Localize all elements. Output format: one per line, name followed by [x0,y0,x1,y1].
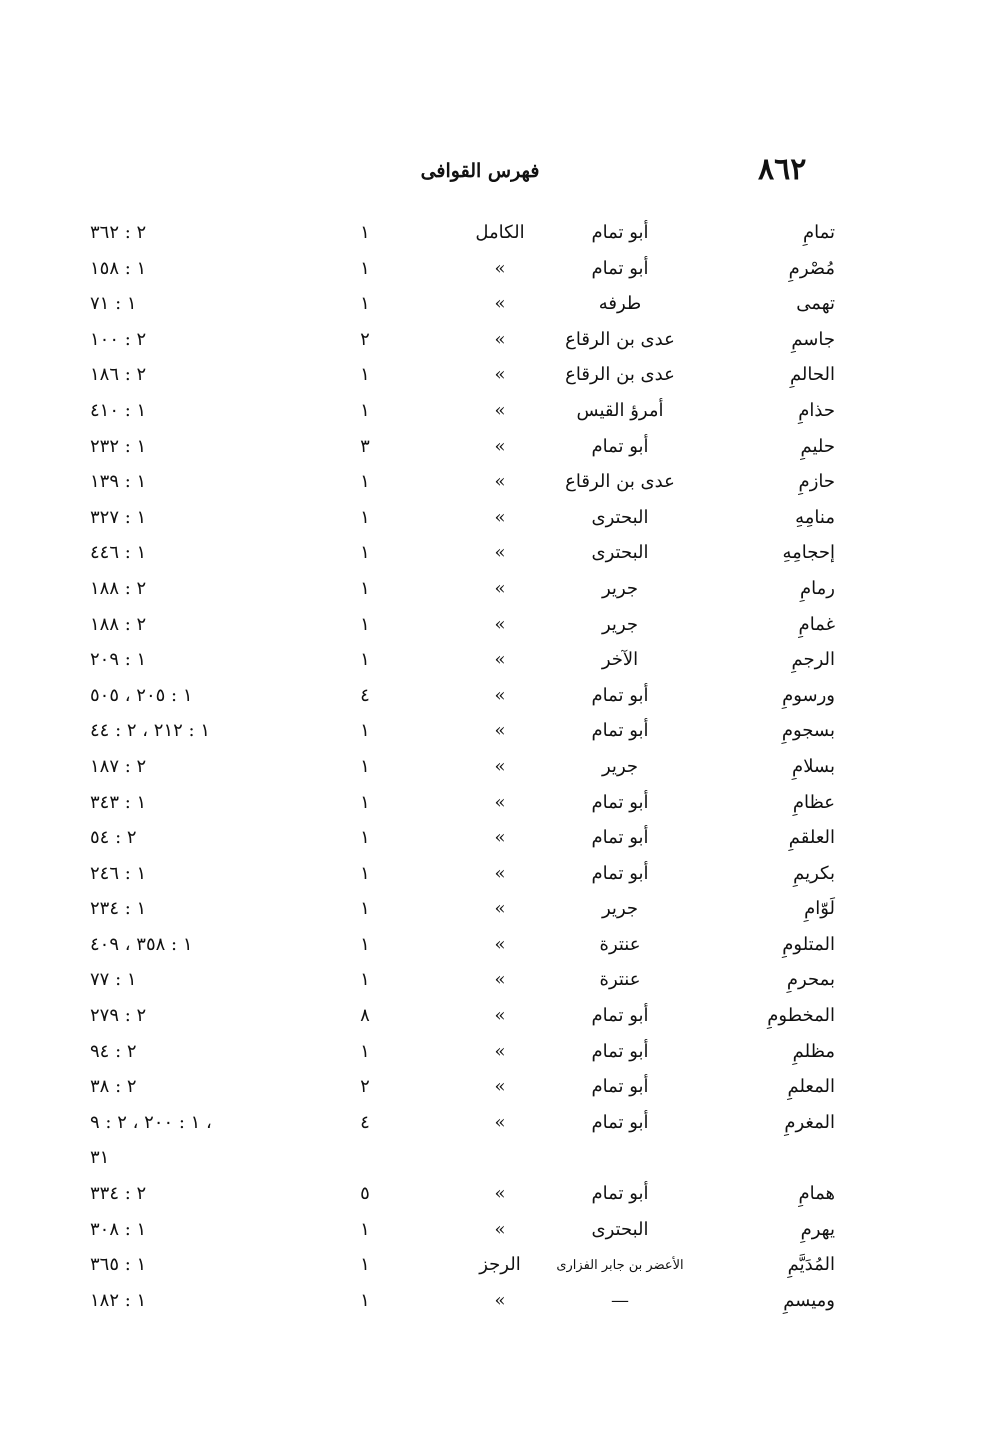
reference-text: ١ : ٣٥٨ ، ٤٠٩ [90,933,193,955]
poet-cell: الأعضر بن جابر الفزارى [556,1258,684,1274]
rhyme-cell: منامِهِ [795,506,835,528]
count-cell: ١ [360,933,370,955]
meter-cell: » [494,684,506,706]
count-cell: ٤ [360,684,370,706]
count-cell: ١ [360,399,370,421]
reference-cell [90,542,300,563]
table-row [0,218,1005,254]
table-row [0,716,1005,752]
table-row [0,645,1005,681]
reference-cell [90,969,300,990]
meter-cell: » [494,827,506,849]
poet-cell: أبو تمام [591,1040,649,1062]
reference-cell [90,471,300,492]
rhyme-cell: ورسومِ [782,684,835,706]
table-row [0,930,1005,966]
rhyme-cell: حازمِ [798,471,835,493]
page-number: ٨٦٢ [758,152,807,187]
rhyme-cell: جاسمِ [791,328,835,350]
count-cell: ١ [360,827,370,849]
rhyme-cell: إحجامِهِ [782,542,835,564]
count-cell: ١ [360,1040,370,1062]
rhyme-cell: همامِ [798,1183,835,1205]
reference-text: ٢ : ٥٤ [90,827,137,849]
table-row [0,1072,1005,1108]
meter-cell: » [494,471,506,493]
rhyme-cell: وميسمِ [783,1289,835,1311]
reference-text: ٢ : ١٠٠ [90,328,147,350]
reference-cell [90,792,300,813]
poet-cell: أبو تمام [591,862,649,884]
reference-text: ١ : ٢٠٩ [90,649,147,671]
rhyme-cell: الرجمِ [791,649,835,671]
reference-text: ١ : ١٣٩ [90,471,147,493]
reference-text: ١ : ٢٠٠ ، ٢ : ٩ ، [90,1111,212,1133]
table-row [0,396,1005,432]
table-row [0,681,1005,717]
count-cell: ١ [360,577,370,599]
poet-cell: أبو تمام [591,827,649,849]
rhyme-cell: بسلامِ [792,755,835,777]
count-cell: ٢ [360,328,370,350]
rhyme-cell: مظلمِ [792,1040,835,1062]
rhyme-cell: العلقمِ [788,827,835,849]
count-cell: ١ [360,364,370,386]
rhyme-cell: المعلمِ [787,1076,835,1098]
rhyme-cell: تهمى [796,293,835,315]
reference-cell [90,364,300,385]
count-cell: ١ [360,1218,370,1240]
table-row [0,325,1005,361]
rhyme-cell: حذامِ [798,399,835,421]
reference-text: ٢ : ١٨٨ [90,577,147,599]
poet-cell: أبو تمام [591,1076,649,1098]
reference-text: ٣١ [90,1147,110,1169]
reference-text: ١ : ٧٧ [90,969,137,991]
count-cell: ١ [360,506,370,528]
poet-cell: أبو تمام [591,435,649,457]
table-row [0,1250,1005,1286]
poet-cell: جرير [602,898,638,920]
meter-cell: الرجز [479,1254,521,1276]
reference-cell [90,756,300,777]
meter-cell: » [494,1183,506,1205]
count-cell: ١ [360,720,370,742]
meter-cell: » [494,577,506,599]
rhyme-cell: عظامِ [792,791,835,813]
meter-cell: » [494,969,506,991]
reference-text: ٢ : ١٨٨ [90,613,147,635]
count-cell: ١ [360,222,370,243]
poet-cell: عنترة [599,933,641,955]
table-row [0,1037,1005,1073]
rhyme-cell: بسجومِ [781,720,835,742]
meter-cell: » [494,720,506,742]
count-cell: ١ [360,257,370,279]
reference-cell [90,400,300,421]
reference-text: ٢ : ٩٤ [90,1040,137,1062]
reference-cell [90,614,300,635]
rhyme-cell: بكريمِ [793,862,835,884]
reference-cell [90,685,300,706]
poet-cell: عدى بن الرقاع [565,471,675,493]
count-cell: ١ [360,1254,370,1276]
reference-text: ١ : ٤٤٦ [90,542,147,564]
count-cell: ١ [360,969,370,991]
table-row [0,254,1005,290]
poet-cell: جرير [602,577,638,599]
table-row [0,610,1005,646]
count-cell: ٤ [360,1111,370,1133]
meter-cell: » [494,791,506,813]
page-title: فهرس القوافى [420,160,540,182]
reference-text: ١ : ٧١ [90,293,137,315]
reference-cell [90,649,300,670]
count-cell: ١ [360,862,370,884]
reference-cell [90,1219,300,1240]
reference-cell [90,1112,300,1133]
count-cell: ١ [360,613,370,635]
poet-cell: أمرؤ القيس [576,399,664,421]
table-row [0,432,1005,468]
meter-cell: » [494,328,506,350]
reference-text: ١ : ٣٠٨ [90,1218,147,1240]
rhyme-cell: الحالمِ [789,364,835,386]
meter-cell: » [494,506,506,528]
count-cell: ٥ [360,1183,370,1205]
rhyme-cell: المغرمِ [784,1111,835,1133]
poet-cell: عدى بن الرقاع [565,328,675,350]
table-row [0,1179,1005,1215]
poet-cell: أبو تمام [591,720,649,742]
meter-cell: » [494,1289,506,1311]
reference-cell [90,934,300,955]
meter-cell: » [494,755,506,777]
count-cell: ١ [360,649,370,671]
poet-cell: جرير [602,613,638,635]
meter-cell: » [494,613,506,635]
reference-text: ٢ : ١٨٦ [90,364,147,386]
poet-cell: أبو تمام [591,257,649,279]
reference-text: ١ : ١٥٨ [90,257,147,279]
table-row [0,360,1005,396]
poet-cell: عنترة [599,969,641,991]
rhyme-index-table [0,218,1005,1321]
reference-cell [90,222,300,243]
poet-cell: البحترى [591,1218,649,1240]
table-row [0,823,1005,859]
table-row [0,859,1005,895]
meter-cell: » [494,862,506,884]
table-row [0,538,1005,574]
meter-cell: الكامل [475,222,525,243]
reference-cell [90,1005,300,1026]
table-row [0,574,1005,610]
rhyme-cell: المُدَيَّمِ [787,1254,835,1276]
reference-text: ٢ : ٣٦٢ [90,222,147,243]
reference-text: ١ : ٣٢٧ [90,506,147,528]
reference-text: ٢ : ٢٧٩ [90,1005,147,1027]
rhyme-cell: بمحرمِ [786,969,835,991]
reference-cell [90,293,300,314]
reference-cell [90,258,300,279]
reference-cell [90,436,300,457]
reference-text: ١ : ٢٣٤ [90,898,147,920]
reference-text: ١ : ٢٤٦ [90,862,147,884]
reference-cell [90,898,300,919]
rhyme-cell: تمامِ [802,222,835,243]
reference-text: ٢ : ١٨٧ [90,755,147,777]
count-cell: ٢ [360,1076,370,1098]
reference-cell [90,1254,300,1275]
reference-cell [90,1147,300,1168]
table-row [0,1108,1005,1144]
table-row [0,752,1005,788]
poet-cell: البحترى [591,506,649,528]
meter-cell: » [494,933,506,955]
reference-cell [90,1183,300,1204]
reference-text: ١ : ٢٠٥ ، ٥٠٥ [90,684,193,706]
reference-text: ١ : ٣٤٣ [90,791,147,813]
reference-cell [90,329,300,350]
count-cell: ٣ [360,435,370,457]
meter-cell: » [494,1005,506,1027]
table-row [0,1286,1005,1322]
poet-cell: طرفه [598,293,642,315]
rhyme-cell: المخطومِ [767,1005,835,1027]
reference-cell [90,863,300,884]
reference-cell [90,1290,300,1311]
poet-cell: أبو تمام [591,1111,649,1133]
meter-cell: » [494,1040,506,1062]
poet-cell: أبو تمام [591,1183,649,1205]
table-row [0,1001,1005,1037]
rhyme-cell: لَوّامِ [804,898,835,920]
table-row [0,1215,1005,1251]
rhyme-cell: رمامِ [800,577,835,599]
count-cell: ١ [360,791,370,813]
rhyme-cell: حليمِ [800,435,835,457]
reference-cell [90,1041,300,1062]
rhyme-cell: مُصْرمِ [788,257,835,279]
poet-cell: الآخر [601,649,639,671]
table-row [0,467,1005,503]
reference-cell [90,578,300,599]
poet-cell: أبو تمام [591,222,649,243]
meter-cell: » [494,1218,506,1240]
count-cell: ١ [360,755,370,777]
table-row [0,503,1005,539]
reference-cell [90,1076,300,1097]
meter-cell: » [494,898,506,920]
poet-cell: جرير [602,755,638,777]
reference-cell [90,720,300,741]
reference-cell [90,827,300,848]
meter-cell: » [494,293,506,315]
reference-cell [90,507,300,528]
reference-text: ١ : ٤١٠ [90,399,147,421]
reference-text: ١ : ٢١٢ ، ٢ : ٤٤ [90,720,210,742]
rhyme-cell: يهرمِ [800,1218,835,1240]
count-cell: ٨ [360,1005,370,1027]
meter-cell: » [494,399,506,421]
poet-cell: أبو تمام [591,791,649,813]
reference-text: ٢ : ٣٣٤ [90,1183,147,1205]
meter-cell: » [494,1111,506,1133]
table-row [0,788,1005,824]
rhyme-cell: غمامِ [798,613,835,635]
meter-cell: » [494,257,506,279]
count-cell: ١ [360,898,370,920]
table-row [0,965,1005,1001]
reference-text: ١ : ١٨٢ [90,1289,147,1311]
poet-cell: البحترى [591,542,649,564]
meter-cell: » [494,649,506,671]
count-cell: ١ [360,293,370,315]
reference-text: ١ : ٢٣٢ [90,435,147,457]
meter-cell: » [494,542,506,564]
poet-cell: — [611,1289,629,1311]
reference-text: ٢ : ٣٨ [90,1076,137,1098]
table-row [0,289,1005,325]
poet-cell: أبو تمام [591,684,649,706]
reference-text: ١ : ٣٦٥ [90,1254,147,1276]
poet-cell: عدى بن الرقاع [565,364,675,386]
meter-cell: » [494,364,506,386]
table-row [0,894,1005,930]
table-row [0,1143,1005,1179]
rhyme-cell: المتلومِ [782,933,835,955]
meter-cell: » [494,435,506,457]
count-cell: ١ [360,542,370,564]
count-cell: ١ [360,471,370,493]
count-cell: ١ [360,1289,370,1311]
meter-cell: » [494,1076,506,1098]
poet-cell: أبو تمام [591,1005,649,1027]
